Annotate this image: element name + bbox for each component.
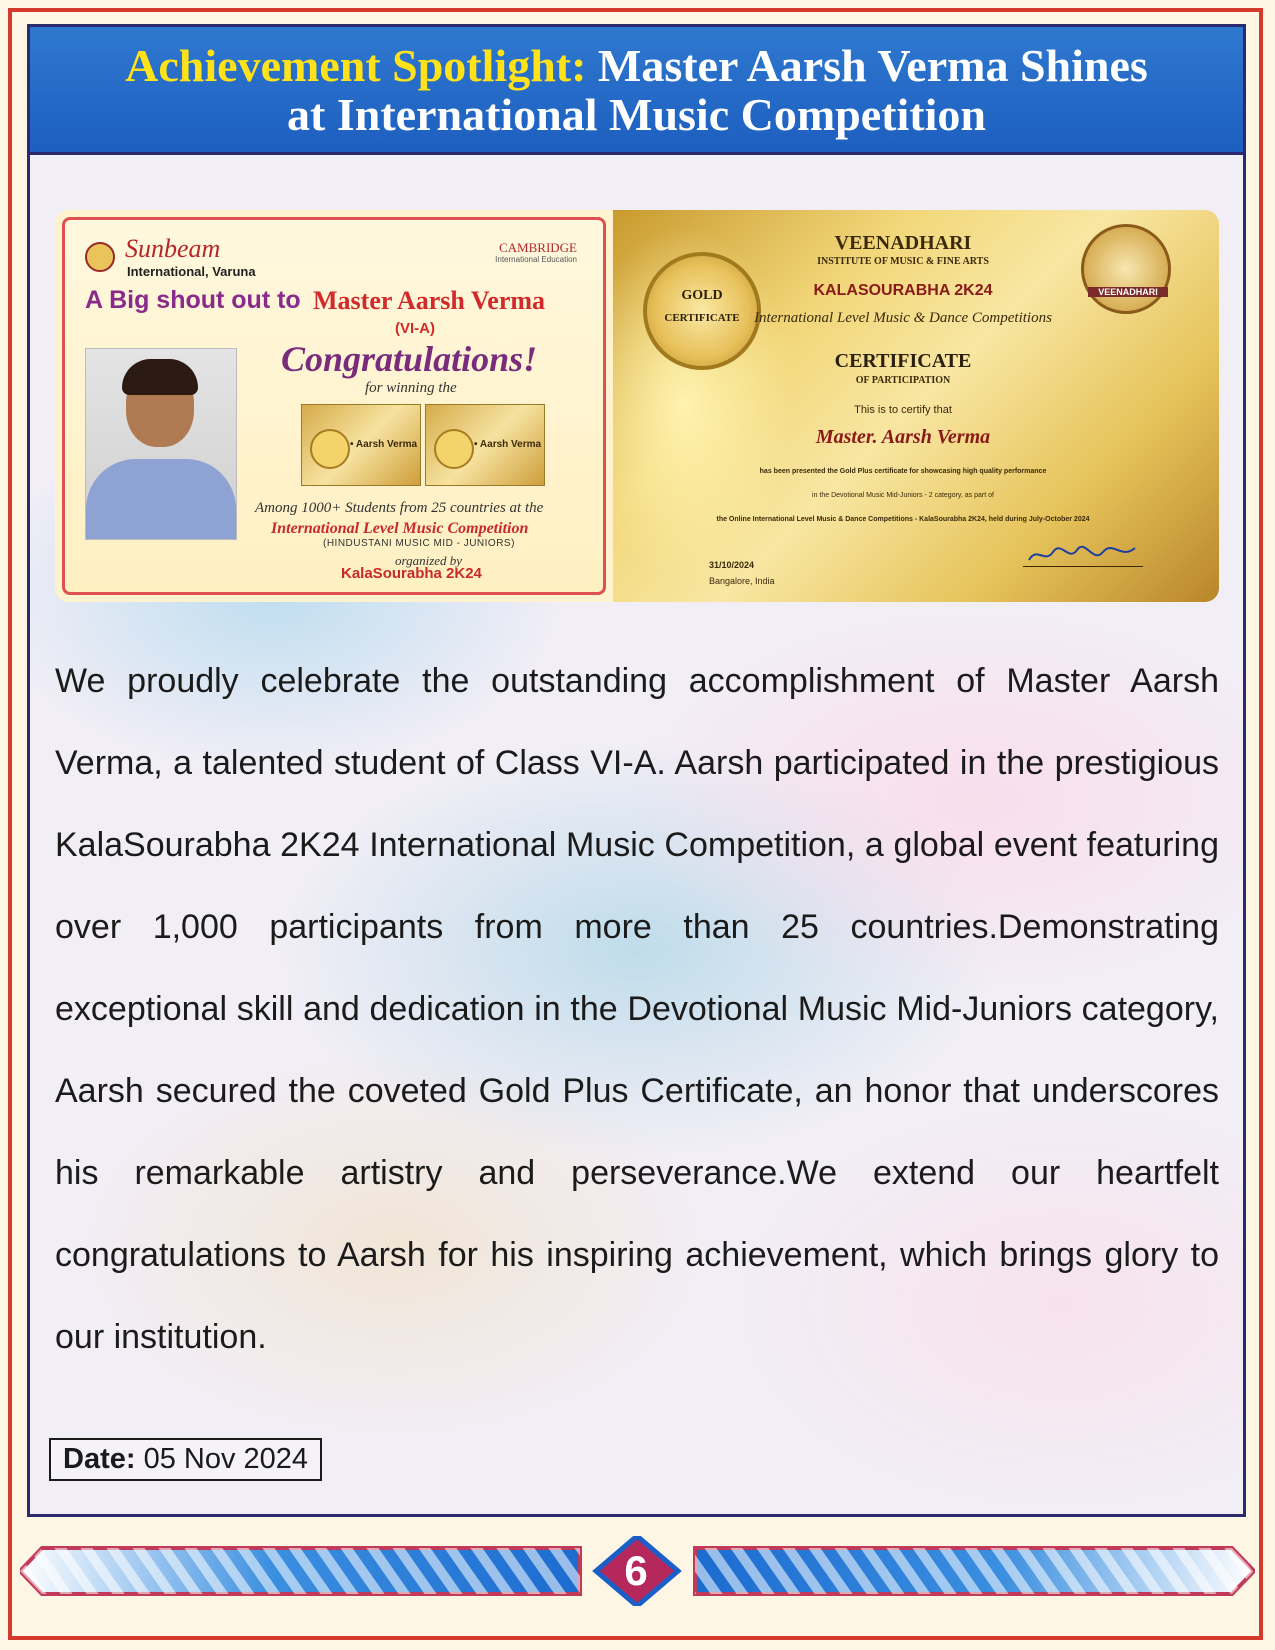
student-photo: [85, 348, 237, 540]
gold-seal-icon: GOLD CERTIFICATE: [643, 252, 761, 370]
school-crest-icon: [85, 242, 115, 272]
date-box: [49, 1438, 322, 1481]
event-subtitle: International Level Music & Dance Competitions: [754, 310, 1052, 326]
school-congratulation-poster: [55, 210, 613, 602]
category-text: (HINDUSTANI MUSIC MID - JUNIORS): [323, 538, 515, 549]
medal-icon: [310, 429, 350, 469]
recipient-name: Master. Aarsh Verma: [815, 426, 991, 448]
mini-certificate-name: • Aarsh Verma: [474, 439, 542, 450]
congratulations-text: Congratulations!: [281, 339, 538, 379]
board-logo: CAMBRIDGE: [498, 240, 577, 255]
event-name: KALASOURABHA 2K24: [813, 282, 993, 299]
certify-text: This is to certify that: [854, 404, 952, 416]
header-banner: [30, 27, 1243, 155]
certificate-line-3: the Online International Level Music & Dance Competitions - KalaSourabha 2K24, held during July-October 2024: [716, 516, 1090, 523]
participation-certificate: [613, 210, 1219, 602]
title-highlight: Achievement Spotlight:: [125, 40, 587, 91]
shout-out-text: A Big shout out to: [85, 286, 301, 314]
title-line2: at International Music Competition: [287, 89, 986, 140]
page-title: [30, 27, 1243, 139]
student-name: Master Aarsh Verma: [313, 286, 546, 315]
certificate-date: 31/10/2024: [709, 560, 755, 570]
certificate-line-1: has been presented the Gold Plus certificate for showcasing high quality performance: [759, 468, 1047, 475]
mini-certificate-name: • Aarsh Verma: [350, 439, 418, 450]
participants-text: Among 1000+ Students from 25 countries at the: [255, 500, 544, 516]
institute-subtitle: INSTITUTE OF MUSIC & FINE ARTS: [817, 256, 989, 267]
organizer-name: KalaSourabha 2K24: [341, 565, 482, 582]
signature: [1023, 542, 1143, 567]
certificate-line-2: in the Devotional Music Mid-Juniors - 2 category, as part of: [812, 492, 994, 499]
student-class: (VI-A): [395, 320, 435, 337]
title-line1: Master Aarsh Verma Shines: [597, 40, 1148, 91]
mini-certificate-2: [425, 404, 545, 486]
certificate-images: [55, 210, 1219, 602]
organized-by-text: organized by: [395, 553, 463, 568]
certificate-place: Bangalore, India: [709, 576, 775, 586]
medal-icon: [434, 429, 474, 469]
for-winning-text: for winning the: [365, 380, 457, 396]
article-body: We proudly celebrate the outstanding accomplishment of Master Aarsh Verma, a talented student of Class VI-A. Aarsh participated in the prestigious KalaSourabha 2K24 International Music Competition, a global event featuring over 1,000 participants from more than 25 countries.Demonstrating exceptional skill and dedication in the Devotional Music Mid-Juniors category, Aarsh secured the coveted Gold Plus Certificate, an honor that underscores his remarkable artistry and perseverance.We extend our heartfelt congratulations to Aarsh for his inspiring achievement, which brings glory to our institution.: [55, 662, 1219, 1356]
date-value: 05 Nov 2024: [143, 1443, 309, 1475]
competition-name: International Level Music Competition: [271, 520, 529, 537]
certificate-subtitle: OF PARTICIPATION: [855, 375, 951, 386]
school-name: Sunbeam: [125, 234, 221, 263]
mini-certificate-1: [301, 404, 421, 486]
page-number: 6: [624, 1547, 648, 1594]
school-subtitle: International, Varuna: [127, 264, 256, 279]
content-panel: [27, 24, 1246, 1517]
institute-name: VEENADHARI: [834, 232, 972, 254]
date-label: Date:: [63, 1443, 136, 1475]
institute-logo-icon: VEENADHARI: [1081, 224, 1171, 314]
certificate-title: CERTIFICATE: [834, 350, 972, 372]
board-subtitle: International Education: [495, 255, 577, 264]
